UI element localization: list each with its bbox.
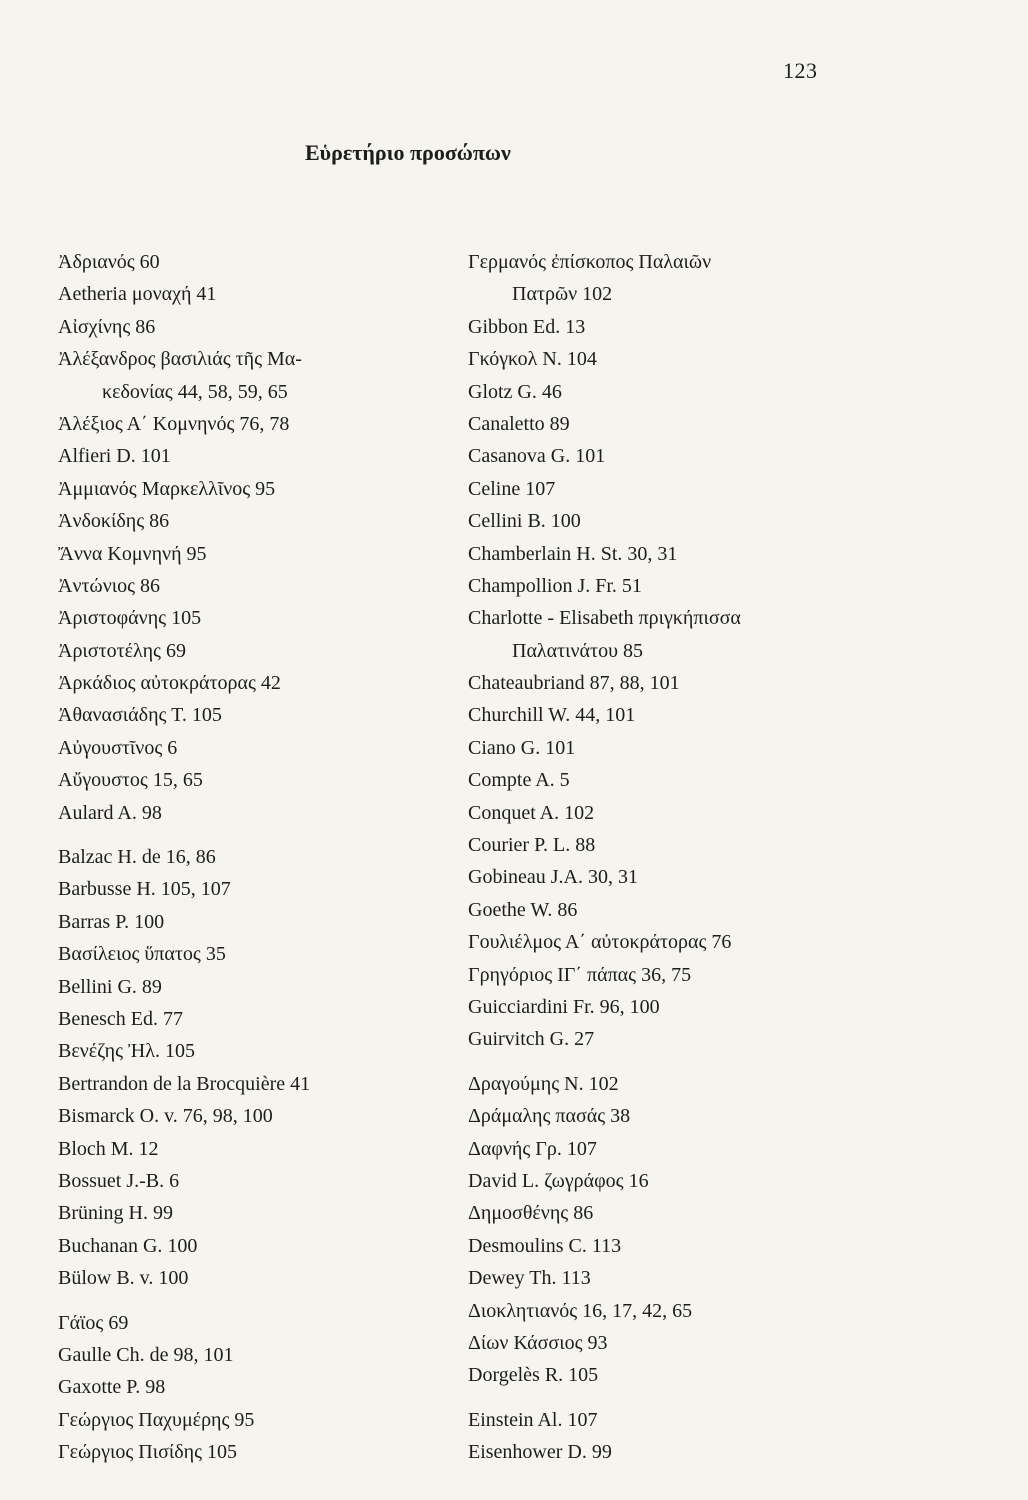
index-entry: Courier P. L. 88 [468, 834, 596, 857]
index-entry: Benesch Ed. 77 [58, 1007, 183, 1030]
index-entry: Casanova G. 101 [468, 445, 606, 468]
index-entry: Churchill W. 44, 101 [468, 704, 636, 727]
index-entry: Γουλιέλμος Α΄ αὐτοκράτορας 76 [468, 931, 732, 954]
index-entry-continuation: Πατρῶν 102 [512, 283, 613, 306]
index-entry: Bismarck O. v. 76, 98, 100 [58, 1105, 273, 1128]
index-entry: Gaxotte P. 98 [58, 1376, 166, 1399]
index-entry: Barras P. 100 [58, 910, 165, 933]
index-entry: Γρηγόριος ΙΓ΄ πάπας 36, 75 [468, 963, 692, 986]
index-column-left [58, 246, 478, 1468]
page-number: 123 [783, 58, 818, 83]
page-title: Εὑρετήριο προσώπων [305, 140, 511, 165]
index-entry: Γκόγκολ Ν. 104 [468, 348, 597, 371]
index-entry: Δαφνής Γρ. 107 [468, 1137, 597, 1160]
index-entry: Aulard A. 98 [58, 801, 162, 824]
index-entry: Compte A. 5 [468, 769, 570, 792]
index-entry: Alfieri D. 101 [58, 445, 171, 468]
index-entry: Dorgelès R. 105 [468, 1364, 599, 1387]
index-entry: Chateaubriand 87, 88, 101 [468, 672, 680, 695]
index-entry: Bellini G. 89 [58, 975, 162, 998]
index-entry: Goethe W. 86 [468, 898, 578, 921]
index-entry: Βενέζης Ἠλ. 105 [58, 1040, 195, 1063]
index-entry: Δημοσθένης 86 [468, 1202, 594, 1225]
index-entry: Guicciardini Fr. 96, 100 [468, 995, 660, 1018]
entry-group-gap [468, 1392, 888, 1404]
index-entry: Canaletto 89 [468, 412, 570, 435]
index-entry: Celine 107 [468, 477, 556, 500]
index-entry: David L. ζωγράφος 16 [468, 1169, 649, 1192]
index-entry: Ἀνδοκίδης 86 [58, 510, 170, 533]
index-entry: Charlotte - Elisabeth πριγκήπισσα [468, 607, 741, 630]
index-entry: Champollion J. Fr. 51 [468, 574, 642, 597]
index-entry: Γεώργιος Πισίδης 105 [58, 1441, 238, 1464]
index-entry: Γεώργιος Παχυμέρης 95 [58, 1408, 255, 1431]
index-entry: Brüning H. 99 [58, 1202, 173, 1225]
index-entry: Ἀρκάδιος αὐτοκράτορας 42 [58, 672, 281, 695]
index-entry: Δράμαλης πασάς 38 [468, 1105, 631, 1128]
entry-group-gap [468, 1056, 888, 1068]
index-entry: Bossuet J.-B. 6 [58, 1169, 180, 1192]
index-entry: Gobineau J.A. 30, 31 [468, 866, 638, 889]
index-entry: Δίων Κάσσιος 93 [468, 1331, 608, 1354]
index-entry: Ἀθανασιάδης Τ. 105 [58, 704, 222, 727]
index-entry: Ἀμμιανός Μαρκελλῖνος 95 [58, 477, 276, 500]
index-entry: Βασίλειος ὕπατος 35 [58, 943, 226, 966]
index-entry: Ἀριστοτέλης 69 [58, 639, 186, 662]
index-entry: Dewey Th. 113 [468, 1267, 591, 1290]
index-entry: Bülow B. v. 100 [58, 1267, 189, 1290]
index-entry: Conquet A. 102 [468, 801, 595, 824]
index-entry: Δραγούμης Ν. 102 [468, 1072, 619, 1095]
index-entry: Ἀλέξανδρος βασιλιάς τῆς Μα- [58, 348, 302, 371]
index-entry: Αὔγουστος 15, 65 [58, 769, 203, 792]
index-entry: Ἀριστοφάνης 105 [58, 607, 202, 630]
entry-group-gap [58, 1295, 478, 1307]
index-entry: Cellini B. 100 [468, 510, 581, 533]
index-entry: Buchanan G. 100 [58, 1234, 198, 1257]
index-entry: Balzac H. de 16, 86 [58, 846, 216, 869]
index-entry: Desmoulins C. 113 [468, 1234, 622, 1257]
index-entry: Guirvitch G. 27 [468, 1028, 595, 1051]
index-entry: Gibbon Ed. 13 [468, 315, 586, 338]
index-entry: Ciano G. 101 [468, 736, 576, 759]
index-entry: Bertrandon de la Brocquière 41 [58, 1072, 311, 1095]
index-entry: Ἀντώνιος 86 [58, 574, 161, 597]
index-entry: Bloch M. 12 [58, 1137, 159, 1160]
index-entry: Γάϊος 69 [58, 1311, 129, 1334]
index-entry: Aetheria μοναχή 41 [58, 283, 217, 306]
index-entry: Γερμανός ἐπίσκοπος Παλαιῶν [468, 251, 712, 273]
index-entry: Αἰσχίνης 86 [58, 315, 156, 338]
index-entry: Ἄννα Κομνηνή 95 [58, 542, 207, 565]
index-entry: Ἀδριανός 60 [58, 251, 160, 273]
index-entry: Chamberlain H. St. 30, 31 [468, 542, 678, 565]
index-entry: Einstein Al. 107 [468, 1408, 598, 1431]
index-entry: Barbusse H. 105, 107 [58, 878, 231, 901]
index-entry-continuation: Παλατινάτου 85 [512, 639, 643, 662]
index-column-right [468, 246, 888, 1468]
index-entry: Διοκλητιανός 16, 17, 42, 65 [468, 1299, 693, 1322]
entry-group-gap [58, 829, 478, 841]
index-entry-continuation: κεδονίας 44, 58, 59, 65 [102, 380, 288, 403]
index-entry: Glotz G. 46 [468, 380, 562, 403]
index-entry: Αὐγουστῖνος 6 [58, 736, 178, 759]
index-entry: Ἀλέξιος Α΄ Κομνηνός 76, 78 [58, 412, 290, 435]
index-entry: Gaulle Ch. de 98, 101 [58, 1343, 234, 1366]
index-entry: Eisenhower D. 99 [468, 1441, 612, 1464]
